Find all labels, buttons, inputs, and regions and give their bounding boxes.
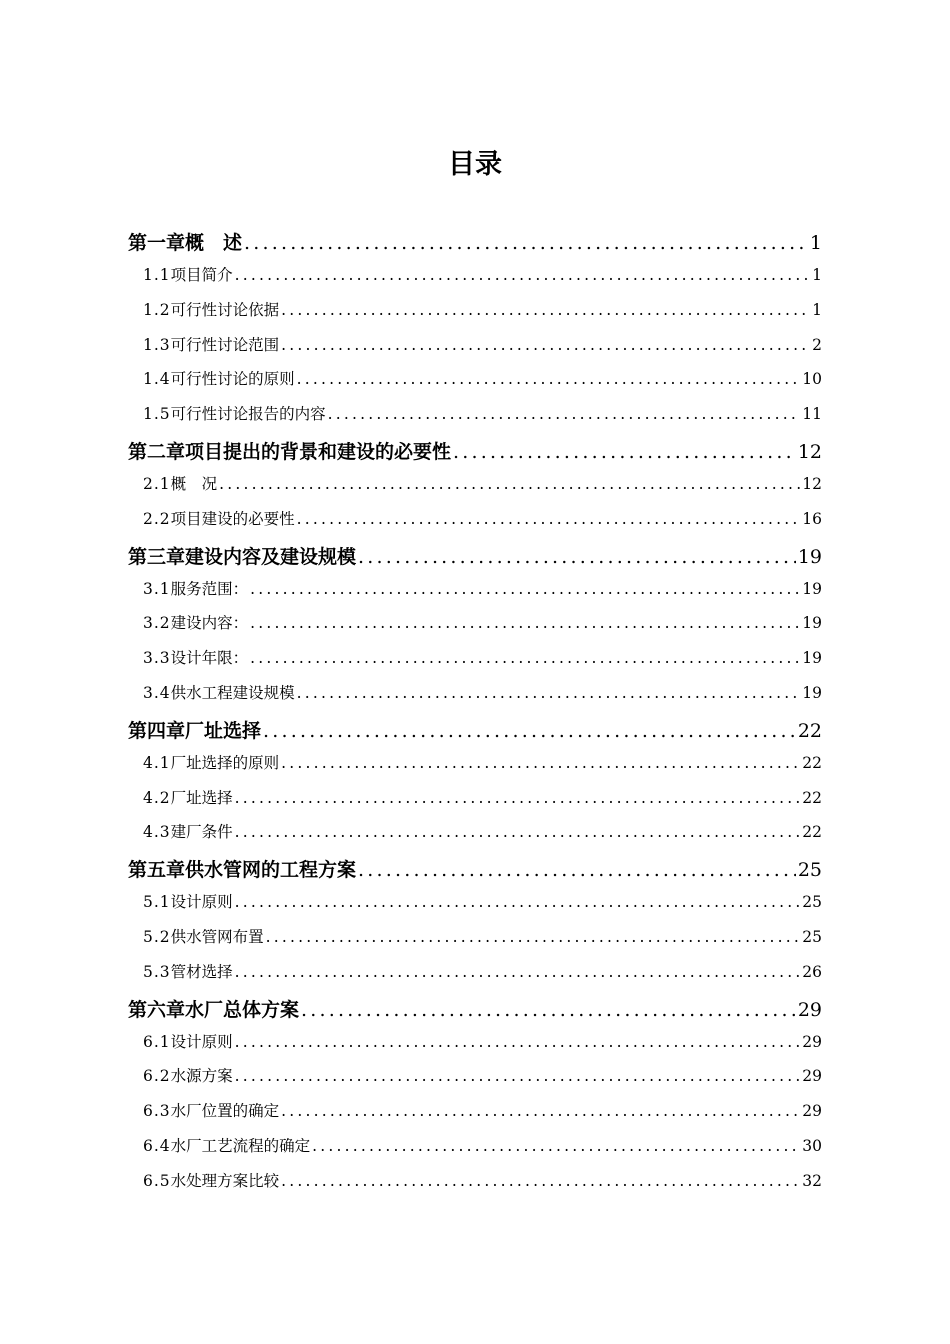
toc-dot-leader [266, 928, 801, 946]
toc-page-number: 16 [802, 509, 822, 528]
toc-dot-leader [281, 754, 800, 772]
toc-page-number: 12 [802, 474, 822, 493]
toc-entry-number: 2.2 [143, 509, 171, 528]
toc-dot-leader [235, 789, 801, 807]
toc-dot-leader [250, 614, 800, 632]
toc-entry-number: 1.1 [143, 266, 171, 284]
toc-dot-leader [358, 546, 796, 568]
toc-dot-leader [235, 893, 801, 911]
toc-entry-title: 厂址选择 [185, 719, 262, 742]
toc-entry-title: 可行性讨论依据 [170, 300, 280, 319]
toc-entry-title: 可行性讨论范围 [170, 335, 280, 354]
toc-page-number: 25 [802, 893, 822, 912]
toc-page-number: 10 [802, 370, 822, 389]
toc-entry-title: 厂址选择 [170, 788, 233, 807]
toc-section-entry[interactable] [143, 925, 822, 960]
toc-entry-number: 6.1 [143, 1032, 171, 1051]
toc-page-number: 19 [797, 545, 822, 568]
toc-dot-leader [250, 649, 800, 667]
toc-section-entry[interactable] [143, 263, 822, 298]
toc-dot-leader [358, 859, 796, 881]
toc-entry-number: 1.2 [143, 300, 171, 319]
toc-section-entry[interactable] [143, 333, 822, 368]
toc-entry-title: 项目简介 [170, 266, 233, 284]
toc-entry-title: 建厂条件 [170, 823, 233, 842]
toc-chapter-entry[interactable] [128, 542, 822, 577]
toc-entry-number: 1.5 [143, 405, 171, 424]
toc-entry-title: 水厂工艺流程的确定 [170, 1136, 311, 1155]
toc-entry-number: 1.3 [143, 335, 171, 354]
toc-entry-number: 1.4 [143, 370, 171, 389]
toc-entry-number: 第六章 [128, 998, 186, 1021]
toc-section-entry[interactable] [143, 960, 822, 995]
toc-page-number: 32 [802, 1171, 822, 1190]
toc-dot-leader [312, 1137, 800, 1155]
toc-section-entry[interactable] [143, 681, 822, 716]
toc-chapter-entry[interactable] [128, 716, 822, 751]
toc-entry-number: 第三章 [128, 545, 186, 568]
toc-entry-title: 概 述 [185, 232, 243, 254]
toc-entry-title: 供水管网的工程方案 [185, 859, 357, 882]
toc-page-number: 22 [797, 719, 822, 742]
toc-section-entry[interactable] [143, 367, 822, 402]
toc-dot-leader [281, 301, 810, 319]
toc-entry-number: 3.1 [143, 579, 171, 598]
toc-entry-number: 6.4 [143, 1136, 171, 1155]
toc-dot-leader [297, 370, 801, 388]
toc-entry-number: 6.5 [143, 1171, 171, 1190]
toc-entry-number: 6.3 [143, 1102, 171, 1121]
toc-chapter-entry[interactable] [128, 855, 822, 890]
toc-dot-leader [453, 441, 796, 463]
toc-dot-leader [244, 232, 808, 254]
toc-entry-title: 管材选择 [170, 962, 233, 981]
toc-section-entry[interactable] [143, 786, 822, 821]
toc-page-number: 29 [802, 1032, 822, 1051]
toc-entry-number: 3.3 [143, 649, 171, 668]
toc-page-number: 2 [812, 335, 822, 354]
toc-section-entry[interactable] [143, 820, 822, 855]
toc-entry-title: 水处理方案比较 [170, 1171, 280, 1190]
toc-page-number: 12 [797, 440, 822, 463]
table-of-contents [0, 228, 950, 1204]
toc-dot-leader [235, 823, 801, 841]
toc-page-number: 11 [802, 405, 822, 424]
toc-entry-number: 5.3 [143, 962, 171, 981]
toc-section-entry[interactable] [143, 751, 822, 786]
toc-chapter-entry[interactable] [128, 228, 822, 263]
toc-entry-number: 4.2 [143, 788, 171, 807]
toc-section-entry[interactable] [143, 298, 822, 333]
toc-entry-title: 项目建设的必要性 [170, 509, 295, 528]
toc-section-entry[interactable] [143, 1099, 822, 1134]
toc-dot-leader [281, 336, 810, 354]
toc-dot-leader [235, 1067, 801, 1085]
toc-entry-number: 6.2 [143, 1067, 171, 1086]
toc-entry-title: 厂址选择的原则 [170, 753, 280, 772]
toc-entry-title: 供水工程建设规模 [170, 683, 295, 702]
toc-entry-number: 第五章 [128, 859, 186, 882]
toc-page-number: 22 [802, 753, 822, 772]
toc-entry-title: 水厂总体方案 [185, 998, 300, 1021]
toc-entry-number: 2.1 [143, 474, 171, 493]
toc-page-number: 19 [802, 614, 822, 633]
toc-dot-leader [219, 475, 800, 493]
toc-page-number: 25 [802, 927, 822, 946]
toc-entry-number: 第二章 [128, 440, 186, 463]
toc-entry-title: 可行性讨论的原则 [170, 370, 295, 389]
toc-dot-leader [297, 510, 801, 528]
toc-entry-number: 4.3 [143, 823, 171, 842]
toc-section-entry[interactable] [143, 577, 822, 612]
toc-dot-leader [250, 580, 800, 598]
toc-dot-leader [235, 266, 810, 284]
toc-entry-title: 水源方案 [170, 1067, 233, 1086]
toc-page-number: 19 [802, 683, 822, 702]
toc-page-number: 25 [797, 859, 822, 882]
toc-dot-leader [281, 1172, 800, 1190]
toc-entry-title: 供水管网布置 [170, 927, 264, 946]
toc-section-entry[interactable] [143, 472, 822, 507]
toc-section-entry[interactable] [143, 1169, 822, 1204]
toc-section-entry[interactable] [143, 890, 822, 925]
toc-chapter-entry[interactable] [128, 995, 822, 1030]
toc-dot-leader [297, 684, 801, 702]
toc-section-entry[interactable] [143, 646, 822, 681]
toc-entry-number: 4.1 [143, 753, 171, 772]
toc-page-number: 22 [802, 788, 822, 807]
toc-entry-title: 项目提出的背景和建设的必要性 [185, 440, 452, 463]
toc-section-entry[interactable] [143, 1030, 822, 1065]
toc-entry-title: 建设内容： [170, 614, 249, 633]
toc-entry-title: 可行性讨论报告的内容 [170, 405, 326, 424]
toc-entry-number: 第一章 [128, 232, 186, 254]
toc-page-number: 19 [802, 579, 822, 598]
toc-entry-number: 5.2 [143, 927, 171, 946]
toc-page-number: 1 [812, 266, 822, 284]
toc-entry-title: 水厂位置的确定 [170, 1102, 280, 1121]
toc-chapter-entry[interactable] [128, 437, 822, 472]
toc-entry-title: 设计原则 [170, 1032, 233, 1051]
toc-dot-leader [235, 1033, 801, 1051]
toc-page-number: 29 [802, 1102, 822, 1121]
toc-page-number: 19 [802, 649, 822, 668]
toc-page-number: 30 [802, 1136, 822, 1155]
toc-section-entry[interactable] [143, 611, 822, 646]
toc-section-entry[interactable] [143, 1064, 822, 1099]
page-title: 目录 [448, 149, 502, 180]
toc-page-number: 1 [809, 232, 822, 254]
toc-entry-title: 概 况 [170, 474, 218, 493]
toc-section-entry[interactable] [143, 1134, 822, 1169]
toc-entry-number: 5.1 [143, 893, 171, 912]
toc-dot-leader [328, 405, 801, 423]
toc-section-entry[interactable] [143, 402, 822, 437]
toc-page-number: 29 [797, 998, 822, 1021]
toc-page-number: 26 [802, 962, 822, 981]
toc-page-number: 22 [802, 823, 822, 842]
toc-page-number: 1 [812, 300, 822, 319]
toc-dot-leader [301, 999, 796, 1021]
toc-entry-title: 服务范围： [170, 579, 249, 598]
toc-entry-number: 第四章 [128, 719, 186, 742]
toc-dot-leader [263, 720, 796, 742]
toc-dot-leader [235, 963, 801, 981]
toc-entry-number: 3.2 [143, 614, 171, 633]
toc-entry-number: 3.4 [143, 683, 171, 702]
toc-entry-title: 建设内容及建设规模 [185, 545, 357, 568]
toc-entry-title: 设计原则 [170, 893, 233, 912]
toc-dot-leader [281, 1102, 800, 1120]
toc-entry-title: 设计年限： [170, 649, 249, 668]
toc-page-number: 29 [802, 1067, 822, 1086]
toc-section-entry[interactable] [143, 507, 822, 542]
